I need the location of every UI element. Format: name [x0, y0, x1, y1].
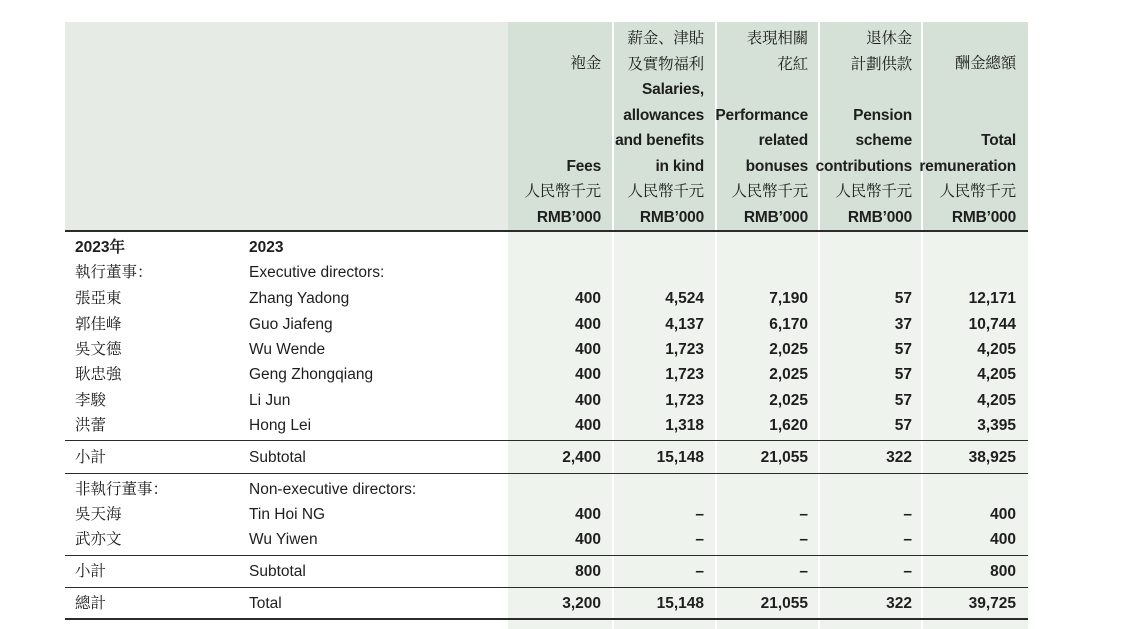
table-row — [65, 413, 1028, 438]
subtotal-label-zh: 小計 — [75, 449, 107, 466]
bonus-value: 6,170 — [769, 316, 808, 333]
total-value: 39,725 — [968, 595, 1016, 612]
table-row — [65, 337, 1028, 362]
salaries-value: 4,137 — [665, 316, 704, 333]
pension-value: – — [903, 563, 912, 580]
header-salaries-en4: in kind — [655, 157, 704, 175]
salaries-value: 15,148 — [656, 449, 704, 466]
fees-value: 400 — [575, 341, 601, 358]
director-name-zh: 張亞東 — [75, 290, 122, 307]
director-name-en: Zhang Yadong — [249, 290, 350, 307]
total-value: 3,395 — [977, 417, 1016, 434]
header-fees — [508, 26, 601, 230]
fees-value: 800 — [575, 563, 601, 580]
header-salaries-en3: and benefits — [615, 132, 704, 149]
header-bonus-en1: Performance — [715, 106, 808, 124]
pension-value: – — [903, 506, 912, 523]
header-total-unit-zh: 人民幣千元 — [939, 183, 1016, 200]
subtotal-label-zh: 小計 — [75, 563, 107, 580]
nonexec-subtotal-row — [65, 559, 1028, 584]
fees-value: 400 — [575, 531, 601, 548]
fees-value: 400 — [575, 506, 601, 523]
fees-value: 400 — [575, 366, 601, 383]
header-rule — [65, 230, 1028, 232]
table-row — [65, 388, 1028, 413]
pension-value: – — [903, 531, 912, 548]
nonexec-heading-en: Non-executive directors: — [249, 481, 417, 498]
pension-value: 322 — [886, 595, 912, 612]
header-fees-unit-zh: 人民幣千元 — [524, 183, 601, 200]
subtotal-bottom-rule — [65, 587, 1028, 588]
total-value: 38,925 — [968, 449, 1016, 466]
subtotal-label-en: Subtotal — [249, 449, 306, 466]
header-salaries-unit-zh: 人民幣千元 — [627, 183, 704, 200]
subtotal-bottom-rule — [65, 473, 1028, 474]
exec-heading-en: Executive directors: — [249, 264, 385, 281]
salaries-value: – — [695, 506, 704, 523]
header-salaries-zh1: 薪金、津貼 — [627, 30, 704, 47]
year-row — [65, 235, 1028, 260]
header-bonus-zh1: 表現相關 — [746, 30, 808, 47]
total-label-en: Total — [249, 595, 282, 612]
header-salaries-zh2: 及實物福利 — [627, 55, 704, 73]
exec-heading-zh: 執行董事： — [75, 264, 153, 281]
bonus-value: 7,190 — [769, 290, 808, 307]
bonus-value: 2,025 — [769, 366, 808, 383]
fees-value: 2,400 — [562, 449, 601, 466]
header-pension-en1: Pension — [853, 106, 912, 124]
header-pension — [815, 26, 912, 230]
bonus-value: 2,025 — [769, 392, 808, 409]
header-salaries — [612, 26, 704, 230]
director-name-en: Li Jun — [249, 392, 291, 409]
header-label-area — [65, 22, 508, 230]
exec-subtotal-row — [65, 445, 1028, 470]
total-value: 4,205 — [977, 392, 1016, 409]
header-pension-unit-zh: 人民幣千元 — [835, 183, 912, 200]
total-value: 12,171 — [968, 290, 1016, 307]
header-total-zh: 酬金總額 — [954, 55, 1016, 72]
total-value: 400 — [990, 506, 1016, 523]
header-bonus-en3: bonuses — [745, 157, 808, 175]
subtotal-top-rule — [65, 440, 1028, 441]
bonus-value: – — [799, 506, 808, 523]
pension-value: 57 — [894, 341, 912, 358]
header-fees-unit-en: RMB’000 — [536, 208, 601, 226]
subtotal-top-rule — [65, 555, 1028, 556]
nonexec-heading-zh: 非執行董事： — [75, 481, 169, 498]
director-name-en: Geng Zhongqiang — [249, 366, 374, 383]
fees-value: 400 — [575, 392, 601, 409]
header-fees-zh: 袍金 — [570, 55, 601, 72]
bonus-value: 21,055 — [760, 595, 808, 612]
director-name-zh: 李駿 — [75, 392, 107, 409]
director-name-zh: 耿忠強 — [75, 366, 122, 383]
header-pension-zh2: 計劃供款 — [850, 55, 912, 73]
nonexec-heading-row — [65, 477, 1028, 502]
director-name-zh: 吳文德 — [75, 341, 122, 358]
header-salaries-en1: Salaries, — [642, 81, 704, 98]
salaries-value: 1,318 — [665, 417, 704, 434]
header-bonus — [715, 26, 808, 230]
salaries-value: – — [695, 563, 704, 580]
pension-value: 322 — [886, 449, 912, 466]
bonus-value: – — [799, 531, 808, 548]
header-salaries-en2: allowances — [623, 106, 704, 124]
bonus-value: 2,025 — [769, 341, 808, 358]
total-value: 800 — [990, 563, 1016, 580]
salaries-value: 1,723 — [665, 392, 704, 409]
director-name-zh: 洪蕾 — [75, 417, 107, 434]
total-value: 4,205 — [977, 341, 1016, 358]
fees-value: 3,200 — [562, 595, 601, 612]
director-name-en: Guo Jiafeng — [249, 316, 333, 333]
table-row — [65, 502, 1028, 527]
salaries-value: – — [695, 531, 704, 548]
pension-value: 57 — [894, 366, 912, 383]
total-value: 400 — [990, 531, 1016, 548]
table-row — [65, 362, 1028, 387]
year-en: 2023 — [249, 239, 284, 256]
pension-value: 57 — [894, 417, 912, 434]
header-pension-en3: contributions — [815, 157, 912, 175]
header-bonus-unit-en: RMB’000 — [743, 208, 808, 226]
table-row — [65, 286, 1028, 311]
pension-value: 57 — [894, 290, 912, 307]
director-name-en: Wu Wende — [249, 341, 326, 358]
total-label-zh: 總計 — [75, 595, 107, 612]
pension-value: 57 — [894, 392, 912, 409]
salaries-value: 15,148 — [656, 595, 704, 612]
fees-value: 400 — [575, 290, 601, 307]
director-name-zh: 吳天海 — [75, 506, 122, 523]
total-value: 4,205 — [977, 366, 1016, 383]
year-zh: 2023年 — [75, 239, 125, 256]
subtotal-label-en: Subtotal — [249, 563, 306, 580]
header-salaries-unit-en: RMB’000 — [639, 208, 704, 226]
header-pension-zh1: 退休金 — [866, 30, 912, 47]
header-pension-en2: scheme — [855, 132, 912, 149]
director-name-zh: 郭佳峰 — [75, 316, 122, 333]
salaries-value: 1,723 — [665, 366, 704, 383]
header-total — [921, 26, 1016, 230]
exec-heading-row — [65, 260, 1028, 285]
total-value: 10,744 — [968, 316, 1016, 333]
salaries-value: 1,723 — [665, 341, 704, 358]
bonus-value: – — [799, 563, 808, 580]
grand-total-row — [65, 591, 1028, 616]
director-name-en: Hong Lei — [249, 417, 312, 434]
header-bonus-zh2: 花紅 — [777, 55, 808, 73]
bonus-value: 1,620 — [769, 417, 808, 434]
header-total-en2: remuneration — [919, 157, 1016, 175]
fees-value: 400 — [575, 316, 601, 333]
salaries-value: 4,524 — [665, 290, 704, 307]
pension-value: 37 — [894, 316, 912, 333]
table-row — [65, 312, 1028, 337]
table-row — [65, 527, 1028, 552]
header-total-unit-en: RMB’000 — [951, 208, 1016, 226]
header-bonus-en2: related — [758, 132, 808, 149]
header-bonus-unit-zh: 人民幣千元 — [731, 183, 808, 200]
director-name-en: Wu Yiwen — [249, 531, 318, 548]
director-name-en: Tin Hoi NG — [249, 506, 326, 523]
header-pension-unit-en: RMB’000 — [847, 208, 912, 226]
director-name-zh: 武亦文 — [75, 531, 122, 548]
bonus-value: 21,055 — [760, 449, 808, 466]
fees-value: 400 — [575, 417, 601, 434]
header-total-en1: Total — [981, 132, 1016, 149]
total-bottom-rule — [65, 618, 1028, 620]
header-fees-en: Fees — [566, 157, 601, 175]
